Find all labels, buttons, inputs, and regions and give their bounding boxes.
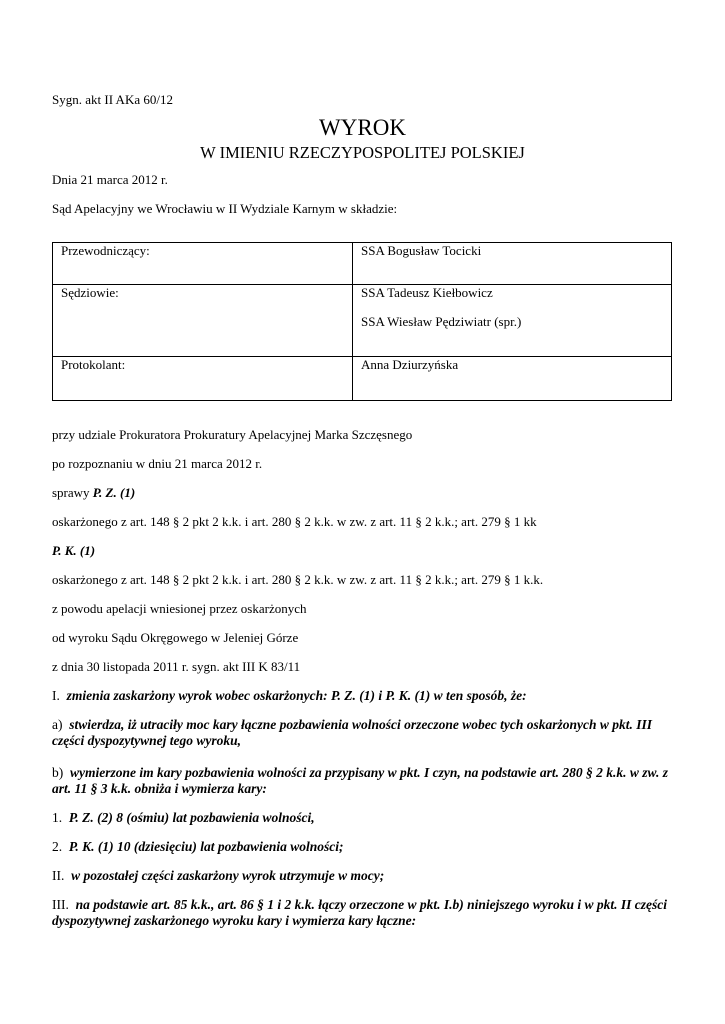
panel-name: SSA Wiesław Pędziwiatr (spr.) <box>361 314 522 329</box>
point-text: zmienia zaskarżony wyrok wobec oskarżonych: P. Z. (1) i P. K. (1) w ten sposób, że: <box>66 688 527 703</box>
hearing-date-line: po rozpoznaniu w dniu 21 marca 2012 r. <box>52 456 263 471</box>
panel-name: SSA Bogusław Tocicki <box>361 243 482 258</box>
court-panel-table <box>52 242 672 401</box>
point-label: III. <box>52 897 69 912</box>
panel-names <box>353 243 672 285</box>
point-text: na podstawie art. 85 k.k., art. 86 § 1 i 2 k.k. łączy orzeczone w pkt. I.b) niniejszego wyroku i w pkt. II części dyspozytywnej zaskarżonego wyroku kary i wymierza kary łączne: <box>52 897 668 928</box>
point-label: b) <box>52 765 64 780</box>
document-title: WYROK <box>319 115 406 140</box>
point-label: a) <box>52 717 63 732</box>
point-text: P. Z. (2) 8 (ośmiu) lat pozbawienia wolności, <box>68 810 315 825</box>
case-number: Sygn. akt II AKa 60/12 <box>52 92 173 107</box>
point-text: wymierzone im kary pozbawienia wolności za przypisany w pkt. I czyn, na podstawie art. 280 § 2 k.k. w zw. z art. 11 § 3 k.k. obniża i wymierza kary: <box>52 765 669 796</box>
prosecutor-line: przy udziale Prokuratora Prokuratury Apelacyjnej Marka Szczęsnego <box>52 427 413 442</box>
panel-role: Sędziowie: <box>53 285 353 357</box>
table-row <box>53 357 672 401</box>
point-1 <box>52 810 315 826</box>
point-ii <box>52 868 384 884</box>
point-label: I. <box>52 688 60 703</box>
panel-names <box>353 285 672 357</box>
point-label: 2. <box>52 839 63 854</box>
appeal-line: z powodu apelacji wniesionej przez oskarżonych <box>52 601 307 616</box>
lower-court-date-line: z dnia 30 listopada 2011 r. sygn. akt III K 83/11 <box>52 659 301 674</box>
point-2 <box>52 839 344 855</box>
point-text: w pozostałej części zaskarżony wyrok utrzymuje w mocy; <box>71 868 385 883</box>
point-b <box>52 765 674 797</box>
defendant-name: P. K. (1) <box>52 543 96 558</box>
point-a <box>52 717 674 749</box>
point-text: stwierdza, iż utraciły moc kary łączne pozbawienia wolności orzeczone wobec tych oskarżonych w pkt. III części dyspozytywnej tego wyroku, <box>52 717 653 748</box>
point-i <box>52 688 527 704</box>
point-label: II. <box>52 868 65 883</box>
charges-line: oskarżonego z art. 148 § 2 pkt 2 k.k. i art. 280 § 2 k.k. w zw. z art. 11 § 2 k.k.; art. 279 § 1 kk <box>52 514 537 529</box>
defendant-name: P. Z. (1) <box>92 485 136 500</box>
panel-name: SSA Tadeusz Kiełbowicz <box>361 285 493 300</box>
panel-name: Anna Dziurzyńska <box>361 357 459 372</box>
lower-court-line: od wyroku Sądu Okręgowego w Jeleniej Górze <box>52 630 299 645</box>
point-text: P. K. (1) 10 (dziesięciu) lat pozbawienia wolności; <box>68 839 344 854</box>
panel-names <box>353 357 672 401</box>
charges-line: oskarżonego z art. 148 § 2 pkt 2 k.k. i art. 280 § 2 k.k. w zw. z art. 11 § 2 k.k.; art. 279 § 1 k.k. <box>52 572 544 587</box>
case-of-prefix: sprawy <box>52 485 93 500</box>
table-row <box>53 243 672 285</box>
table-row <box>53 285 672 357</box>
panel-role: Protokolant: <box>53 357 353 401</box>
court-composition-intro: Sąd Apelacyjny we Wrocławiu w II Wydziale Karnym w składzie: <box>52 201 398 216</box>
panel-role: Przewodniczący: <box>53 243 353 285</box>
point-iii <box>52 897 674 929</box>
point-label: 1. <box>52 810 63 825</box>
document-subtitle: W IMIENIU RZECZYPOSPOLITEJ POLSKIEJ <box>200 143 525 162</box>
judgment-date: Dnia 21 marca 2012 r. <box>52 172 168 187</box>
case-of-line <box>52 485 135 501</box>
